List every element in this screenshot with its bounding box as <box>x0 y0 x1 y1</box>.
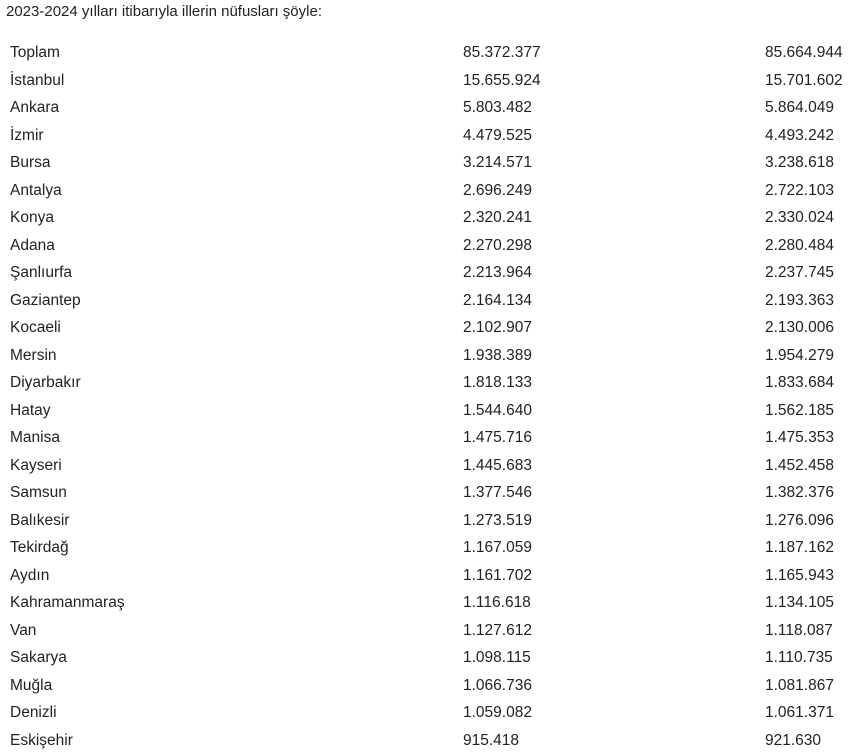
population-2023: 1.938.389 <box>463 346 532 364</box>
population-2023: 1.273.519 <box>463 511 532 529</box>
province-name: Mersin <box>10 346 57 364</box>
population-2023: 2.102.907 <box>463 319 532 336</box>
table-row <box>0 479 852 507</box>
province-name: Toplam <box>10 44 60 61</box>
province-name: Samsun <box>10 484 67 501</box>
population-2023: 1.167.059 <box>463 539 532 556</box>
province-name: Antalya <box>10 181 62 199</box>
population-2023: 2.696.249 <box>463 181 532 199</box>
province-name: Tekirdağ <box>10 539 69 556</box>
population-2024: 1.954.279 <box>765 346 834 364</box>
population-2023: 1.059.082 <box>463 704 532 721</box>
table-row <box>0 534 852 562</box>
population-2023: 5.803.482 <box>463 99 532 116</box>
province-name: Eskişehir <box>10 731 73 749</box>
population-2024: 2.722.103 <box>765 181 834 199</box>
population-2023: 85.372.377 <box>463 44 541 61</box>
table-row <box>0 699 852 727</box>
province-name: Bursa <box>10 154 51 171</box>
population-2024: 2.280.484 <box>765 236 834 254</box>
population-2024: 2.237.745 <box>765 264 834 281</box>
province-name: Kocaeli <box>10 319 61 336</box>
table-row <box>0 232 852 260</box>
population-2024: 15.701.602 <box>765 71 843 89</box>
population-2024: 1.118.087 <box>765 621 833 639</box>
population-2024: 2.193.363 <box>765 291 834 309</box>
population-2023: 1.161.702 <box>463 566 532 584</box>
table-row <box>0 369 852 397</box>
table-row <box>0 177 852 205</box>
province-name: Diyarbakır <box>10 374 81 391</box>
population-table <box>0 39 852 754</box>
population-2023: 1.544.640 <box>463 401 532 419</box>
population-2023: 1.445.683 <box>463 456 532 474</box>
province-name: Sakarya <box>10 649 67 666</box>
table-row <box>0 727 852 754</box>
population-2023: 2.270.298 <box>463 236 532 254</box>
province-name: Denizli <box>10 704 57 721</box>
province-name: Hatay <box>10 401 51 419</box>
table-row <box>0 589 852 617</box>
population-2024: 1.110.735 <box>765 649 833 666</box>
population-2024: 3.238.618 <box>765 154 834 171</box>
province-name: İzmir <box>10 126 44 144</box>
population-2024: 1.562.185 <box>765 401 834 419</box>
province-name: Balıkesir <box>10 511 70 529</box>
population-2023: 1.377.546 <box>463 484 532 501</box>
table-row <box>0 617 852 645</box>
province-name: İstanbul <box>10 71 65 89</box>
population-2024: 1.833.684 <box>765 374 834 391</box>
population-2024: 1.452.458 <box>765 456 834 474</box>
population-2023: 1.818.133 <box>463 374 532 391</box>
population-2024: 1.134.105 <box>765 594 834 611</box>
population-2024: 1.061.371 <box>765 704 834 721</box>
population-2024: 921.630 <box>765 731 822 749</box>
population-2024: 1.475.353 <box>765 429 834 446</box>
population-2024: 4.493.242 <box>765 126 834 144</box>
table-row <box>0 94 852 122</box>
population-2024: 2.330.024 <box>765 209 834 226</box>
table-row <box>0 507 852 535</box>
population-2023: 2.164.134 <box>463 291 532 309</box>
table-row <box>0 149 852 177</box>
population-2024: 85.664.944 <box>765 44 843 61</box>
population-2023: 915.418 <box>463 731 520 749</box>
province-name: Van <box>10 621 37 639</box>
province-name: Şanlıurfa <box>10 264 73 281</box>
population-2023: 1.066.736 <box>463 676 532 694</box>
table-row <box>0 314 852 342</box>
population-2023: 1.475.716 <box>463 429 532 446</box>
population-2024: 1.382.376 <box>765 484 834 501</box>
population-2024: 2.130.006 <box>765 319 834 336</box>
population-2023: 1.127.612 <box>463 621 532 639</box>
population-2023: 3.214.571 <box>463 154 532 171</box>
table-row <box>0 397 852 425</box>
table-row <box>0 672 852 700</box>
province-name: Aydın <box>10 566 50 584</box>
population-2023: 2.213.964 <box>463 264 532 281</box>
province-name: Muğla <box>10 676 53 694</box>
table-row <box>0 287 852 315</box>
table-row <box>0 122 852 150</box>
intro-text: 2023-2024 yılları itibarıyla illerin nüfusları şöyle: <box>6 3 322 20</box>
province-name: Kahramanmaraş <box>10 594 125 611</box>
table-row <box>0 39 852 67</box>
province-name: Kayseri <box>10 456 62 474</box>
population-2023: 4.479.525 <box>463 126 532 144</box>
population-2023: 1.116.618 <box>463 594 531 611</box>
population-2024: 1.165.943 <box>765 566 834 584</box>
table-row <box>0 452 852 480</box>
population-2023: 1.098.115 <box>463 649 531 666</box>
table-row <box>0 644 852 672</box>
population-2024: 5.864.049 <box>765 99 834 116</box>
province-name: Gaziantep <box>10 291 81 309</box>
table-row <box>0 204 852 232</box>
province-name: Manisa <box>10 429 60 446</box>
population-2024: 1.276.096 <box>765 511 834 529</box>
province-name: Konya <box>10 209 54 226</box>
table-row <box>0 562 852 590</box>
province-name: Adana <box>10 236 55 254</box>
table-row <box>0 259 852 287</box>
population-2023: 2.320.241 <box>463 209 532 226</box>
population-2023: 15.655.924 <box>463 71 541 89</box>
table-row <box>0 424 852 452</box>
province-name: Ankara <box>10 99 60 116</box>
population-2024: 1.081.867 <box>765 676 834 694</box>
population-2024: 1.187.162 <box>765 539 834 556</box>
table-row <box>0 67 852 95</box>
table-row <box>0 342 852 370</box>
